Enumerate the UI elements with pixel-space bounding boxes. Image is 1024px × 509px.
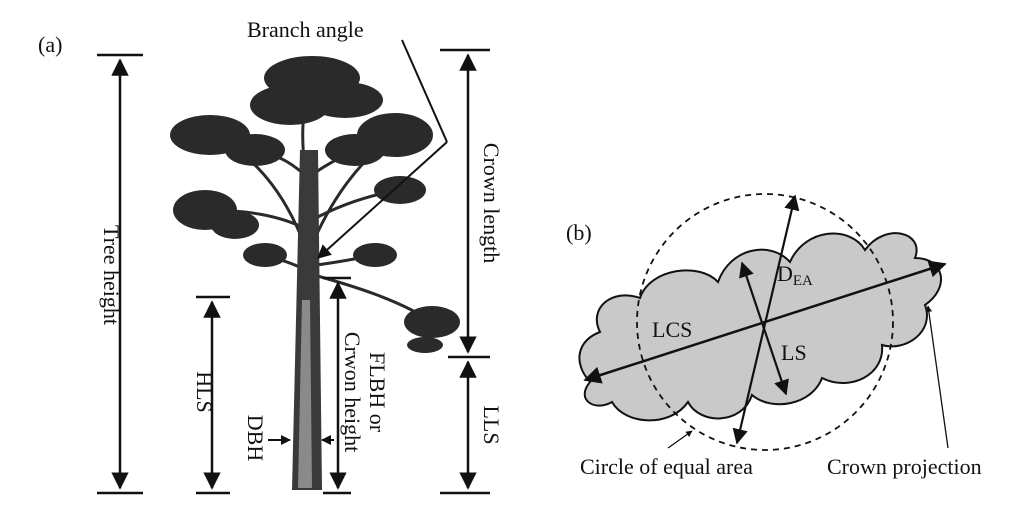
circle-of-equal-area-label: Circle of equal area [580, 454, 753, 479]
lls-label: LLS [479, 405, 504, 445]
branch-angle-label: Branch angle [247, 17, 364, 42]
dea-label-main: D [777, 261, 793, 286]
tree-height-label: Tree height [99, 224, 124, 326]
circle-label-pointer [668, 431, 692, 448]
crown-projection-pointer [928, 306, 948, 448]
panel-a [38, 17, 504, 493]
dbh-label: DBH [243, 414, 268, 462]
ls-label: LS [781, 340, 807, 365]
crown-projection-shape [579, 233, 941, 420]
flbh-label-line2: Crwon height [340, 331, 365, 453]
flbh-label-line1: FLBH or [365, 351, 390, 433]
panel-b [566, 194, 982, 479]
tree-illustration [170, 56, 460, 490]
lcs-label: LCS [652, 317, 693, 342]
crown-projection-label: Crown projection [827, 454, 982, 479]
hls-label: HLS [192, 371, 217, 413]
panel-b-label: (b) [566, 220, 592, 245]
crown-length-label: Crown length [479, 142, 504, 264]
panel-a-label: (a) [38, 32, 63, 57]
dea-label-sub: EA [792, 273, 813, 289]
